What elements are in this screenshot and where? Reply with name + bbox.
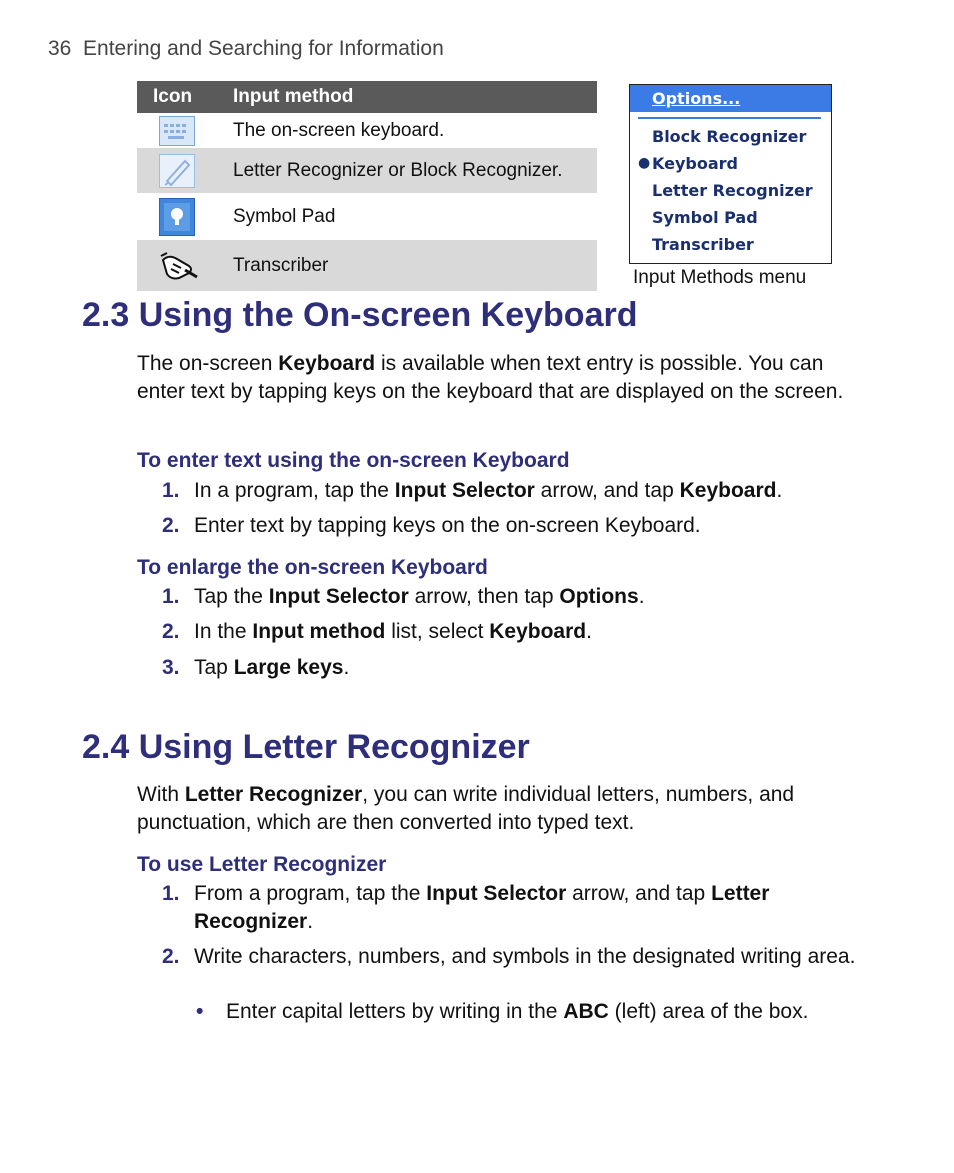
menu-item-block-recognizer[interactable]: Block Recognizer <box>652 127 807 146</box>
input-methods-menu <box>629 84 832 264</box>
table-row <box>137 240 597 291</box>
step-item: 2. Enter text by tapping keys on the on-screen Keyboard. <box>162 514 701 537</box>
section-2-4-intro: With Letter Recognizer, you can write individual letters, numbers, and punctuation, which are then converted into typed text. <box>137 783 795 834</box>
page-number: 36 <box>48 37 72 60</box>
step-item: 1. In a program, tap the Input Selector arrow, and tap Keyboard. <box>162 479 783 502</box>
menu-item-symbol-pad[interactable]: Symbol Pad <box>652 208 758 227</box>
section-2-3-intro: The on-screen Keyboard is available when text entry is possible. You can enter text by tapping keys on the keyboard that are displayed on the screen. <box>137 352 844 403</box>
step-item: 1. From a program, tap the Input Selector arrow, and tap Letter Recognizer. <box>162 882 770 933</box>
step-item: 3. Tap Large keys. <box>162 656 350 679</box>
input-method-label: The on-screen keyboard. <box>233 119 445 141</box>
column-header-icon: Icon <box>137 81 233 113</box>
input-method-label: Transcriber <box>233 240 597 291</box>
input-method-label: Letter Recognizer or Block Recognizer. <box>233 148 597 193</box>
input-method-label: Symbol Pad <box>233 205 336 227</box>
table-row <box>137 148 597 193</box>
step-item: 2. Write characters, numbers, and symbols in the designated writing area. <box>162 945 856 968</box>
letter-recognizer-icon <box>159 154 195 188</box>
symbol-pad-icon <box>159 198 195 236</box>
transcriber-icon <box>159 250 199 282</box>
menu-item-keyboard[interactable]: ● Keyboard <box>630 150 831 177</box>
column-header-input-method: Input method <box>233 81 597 113</box>
menu-title-options[interactable]: Options... <box>630 85 831 112</box>
table-header-row <box>137 81 597 113</box>
menu-caption: Input Methods menu <box>633 267 807 288</box>
menu-item-letter-recognizer[interactable]: Letter Recognizer <box>652 181 813 200</box>
task-title-use-letter-recognizer: To use Letter Recognizer <box>137 853 387 876</box>
table-row <box>137 113 597 148</box>
task-title-enter-text: To enter text using the on-screen Keyboard <box>137 449 570 472</box>
running-title: Entering and Searching for Information <box>83 37 444 60</box>
step-item: 2. In the Input method list, select Keyboard. <box>162 620 592 643</box>
menu-item-transcriber[interactable]: Transcriber <box>652 235 754 254</box>
input-method-icon-table <box>137 81 597 291</box>
section-heading-2-3: 2.3 Using the On-screen Keyboard <box>82 296 638 334</box>
selected-bullet-icon: ● <box>638 155 651 171</box>
step-item: 1. Tap the Input Selector arrow, then tap Options. <box>162 585 645 608</box>
task-title-enlarge-keyboard: To enlarge the on-screen Keyboard <box>137 556 488 579</box>
running-header <box>48 37 444 61</box>
keyboard-icon <box>159 116 195 146</box>
section-heading-2-4: 2.4 Using Letter Recognizer <box>82 728 530 766</box>
bullet-item: • Enter capital letters by writing in the ABC (left) area of the box. <box>196 1000 809 1023</box>
table-row <box>137 193 597 240</box>
